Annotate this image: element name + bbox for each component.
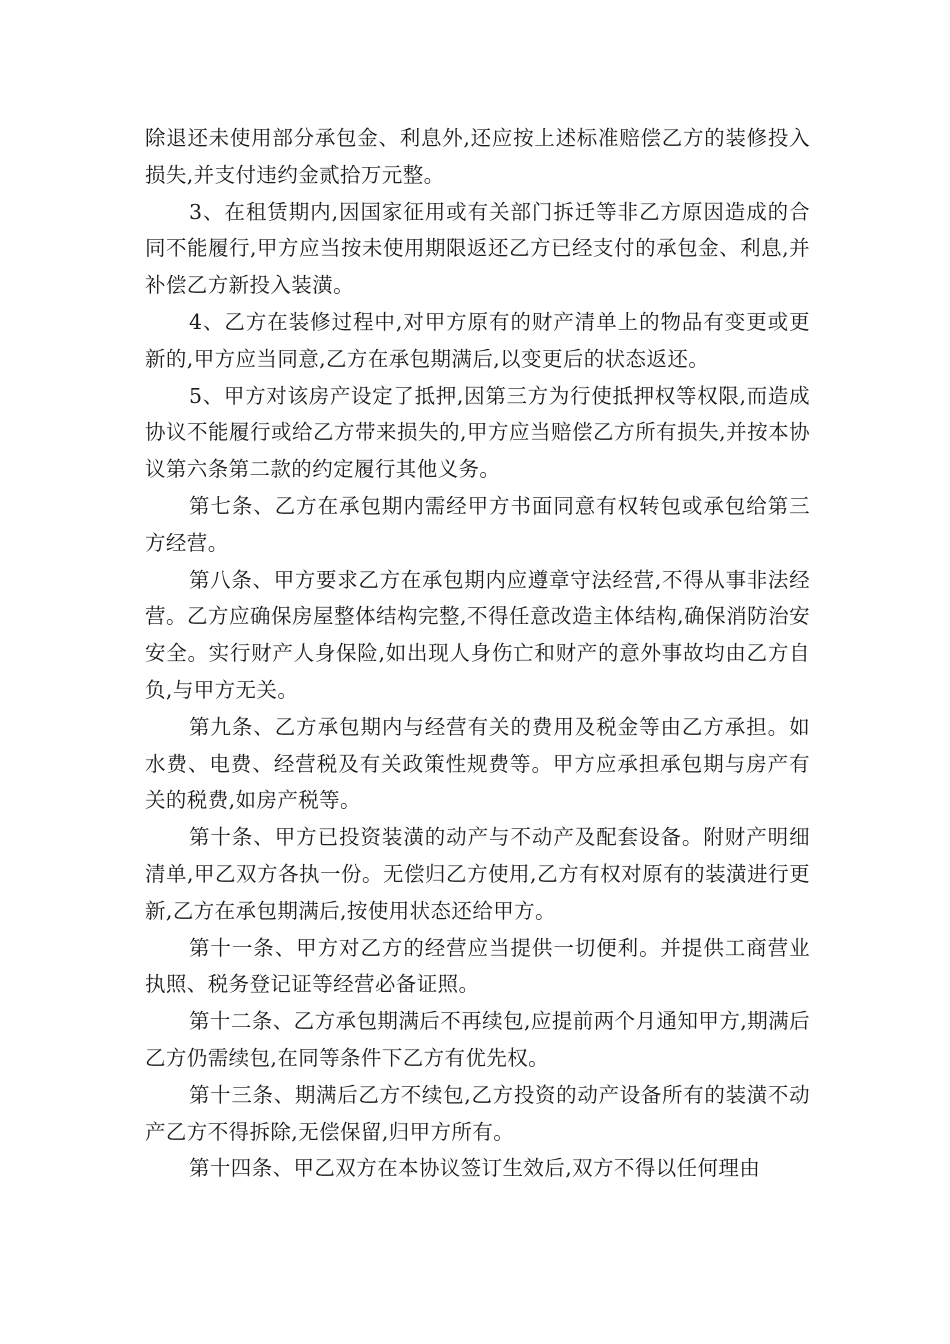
paragraph-article-12: 第十二条、乙方承包期满后不再续包,应提前两个月通知甲方,期满后乙方仍需续包,在同等条件下乙方有优先权。 (145, 1009, 810, 1070)
paragraph-article-10: 第十条、甲方已投资装潢的动产与不动产及配套设备。附财产明细清单,甲乙双方各执一份。无偿归乙方使用,乙方有权对原有的装潢进行更新,乙方在承包期满后,按使用状态还给甲方。 (145, 825, 810, 923)
paragraph-clause-3: 3、在租赁期内,因国家征用或有关部门拆迁等非乙方原因造成的合同不能履行,甲方应当按未使用期限返还乙方已经支付的承包金、利息,并补偿乙方新投入装潢。 (145, 199, 810, 298)
document-body (145, 120, 810, 1187)
paragraph-clause-5: 5、甲方对该房产设定了抵押,因第三方为行使抵押权等权限,而造成协议不能履行或给乙方带来损失的,甲方应当赔偿乙方所有损失,并按本协议第六条第二款的约定履行其他义务。 (145, 383, 810, 482)
paragraph-article-9: 第九条、乙方承包期内与经营有关的费用及税金等由乙方承担。如水费、电费、经营税及有关政策性规费等。甲方应承担承包期与房产有关的税费,如房产税等。 (145, 714, 810, 813)
paragraph-clause-4: 4、乙方在装修过程中,对甲方原有的财产清单上的物品有变更或更新的,甲方应当同意,乙方在承包期满后,以变更后的状态返还。 (145, 309, 810, 371)
paragraph-article-7: 第七条、乙方在承包期内需经甲方书面同意有权转包或承包给第三方经营。 (145, 493, 810, 555)
paragraph-article-8: 第八条、甲方要求乙方在承包期内应遵章守法经营,不得从事非法经营。乙方应确保房屋整体结构完整,不得任意改造主体结构,确保消防治安安全。实行财产人身保险,如出现人身伤亡和财产的意外事故均由乙方自负,与甲方无关。 (145, 567, 810, 702)
paragraph-continuation: 除退还未使用部分承包金、利息外,还应按上述标准赔偿乙方的装修投入损失,并支付违约金贰拾万元整。 (145, 126, 810, 187)
paragraph-article-11: 第十一条、甲方对乙方的经营应当提供一切便利。并提供工商营业执照、税务登记证等经营必备证照。 (145, 935, 810, 997)
paragraph-article-14: 第十四条、甲乙双方在本协议签订生效后,双方不得以任何理由 (189, 1156, 761, 1181)
paragraph-article-13: 第十三条、期满后乙方不续包,乙方投资的动产设备所有的装潢不动产乙方不得拆除,无偿保留,归甲方所有。 (145, 1082, 810, 1144)
